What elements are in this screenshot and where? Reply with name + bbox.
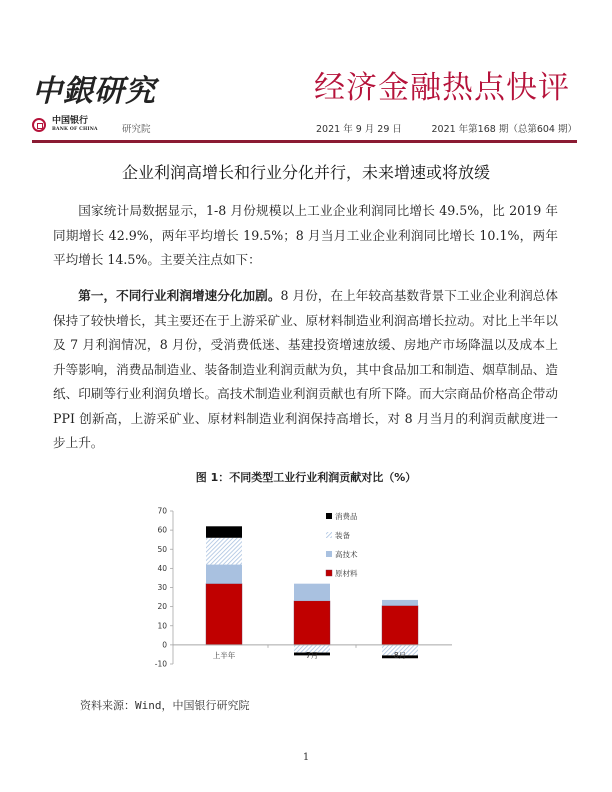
legend-swatch	[326, 551, 332, 557]
figure-source: 资料来源：Wind，中国银行研究院	[80, 699, 250, 712]
bank-of-china-logo-icon	[32, 118, 46, 132]
publish-date: 2021 年 9 月 29 日	[316, 124, 402, 135]
stacked-bar-chart	[140, 503, 460, 678]
article-headline: 企业利润高增长和行业分化并行，未来增速或将放缓	[121, 163, 490, 182]
y-tick-label: 10	[157, 621, 167, 631]
y-tick-label: 70	[157, 506, 167, 516]
bar-segment	[206, 538, 242, 565]
figure-title: 图 1：不同类型工业行业利润贡献对比（%）	[195, 471, 417, 484]
intro-text: 国家统计局数据显示，1-8 月份规模以上工业企业利润同比增长 49.5%，比 2019 年同期增长 42.9%，两年平均增长 19.5%；8 月当月工业企业利润同比增长 10.1%，两年平均增长 14.5%。主要关注点如下：	[53, 203, 558, 267]
y-tick-label: -10	[154, 659, 167, 669]
legend-label: 装备	[335, 531, 350, 540]
institute-label: 研究院	[122, 124, 151, 135]
legend-swatch	[326, 532, 332, 538]
issue-number: 2021 年第168 期（总第604 期）	[431, 124, 577, 135]
page-number: 1	[302, 752, 310, 763]
publication-title: 经济金融热点快评	[314, 70, 570, 106]
bar-segment	[206, 584, 242, 645]
legend-label: 消费品	[335, 512, 358, 521]
legend-label: 原材料	[335, 569, 358, 578]
intro-paragraph	[53, 199, 558, 273]
legend-label: 高技术	[335, 550, 358, 559]
x-tick-label: 上半年	[212, 650, 236, 660]
bar-segment	[206, 565, 242, 584]
y-tick-label: 40	[157, 563, 167, 573]
y-tick-label: 20	[157, 602, 167, 612]
legend-swatch	[326, 513, 332, 519]
y-tick-label: 30	[157, 583, 167, 593]
bank-name-cn: 中国银行	[52, 116, 89, 126]
header-divider	[32, 140, 577, 143]
x-tick-label: 8月	[393, 650, 407, 660]
bar-segment	[382, 600, 418, 606]
x-tick-label: 7月	[305, 650, 319, 660]
y-tick-label: 50	[157, 544, 167, 554]
subheader	[32, 116, 577, 138]
bar-segment	[382, 606, 418, 645]
y-tick-label: 60	[157, 525, 167, 535]
point-one-paragraph	[53, 284, 558, 456]
point-one-text	[53, 284, 558, 456]
point-one-heading: 第一，不同行业利润增速分化加剧。	[78, 288, 281, 303]
y-tick-label: 0	[162, 640, 167, 650]
bar-segment	[294, 584, 330, 601]
point-one-body: 8 月份，在上年较高基数背景下工业企业利润总体保持了较快增长，其主要还在于上游采矿业、原材料制造业利润高增长拉动。对比上半年以及 7 月利润情况，8 月份，受消费低迷、基建投资增速放缓、房地产市场降温以及成本上升等影响，消费品制造业、装备制造业利润贡献为负，其中食品加工和制造、烟草制品、造纸、印刷等行业利润负增长。高技术制造业利润贡献也有所下降。而大宗商品价格高企带动 PPI 创新高，上游采矿业、原材料制造业利润保持高增长，对 8 月当月的利润贡献度进一步上升。	[53, 288, 558, 450]
legend-swatch	[326, 570, 332, 576]
bar-segment	[206, 526, 242, 537]
bank-name-en: BANK OF CHINA	[52, 127, 98, 132]
bar-segment	[294, 601, 330, 645]
calligraphy-logo: 中銀研究	[32, 74, 156, 109]
